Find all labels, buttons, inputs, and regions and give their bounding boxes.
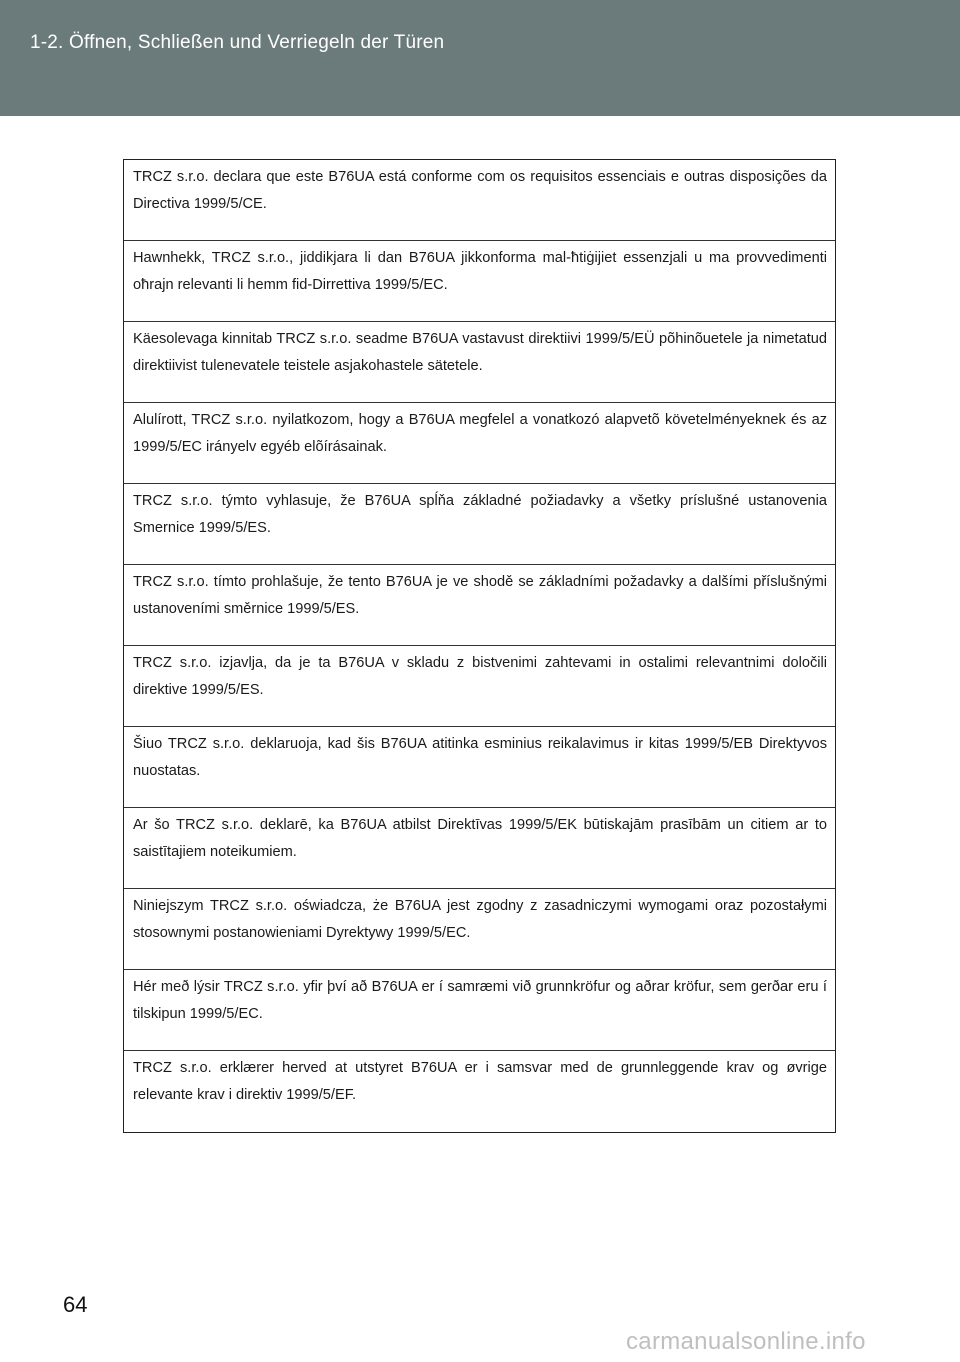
section-title: 1-2. Öffnen, Schließen und Verriegeln der Türen <box>30 32 445 53</box>
page-number: 64 <box>63 1292 88 1317</box>
declaration-czech: TRCZ s.r.o. tímto prohlašuje, že tento B76UA je ve shodě se základními požadavky a dalšími příslušnými ustanoveními směrnice 1999/5/ES. <box>124 565 835 646</box>
declaration-slovak: TRCZ s.r.o. týmto vyhlasuje, že B76UA spĺňa základné požiadavky a všetky príslušné ustanovenia Smernice 1999/5/ES. <box>124 484 835 565</box>
declaration-norwegian: TRCZ s.r.o. erklærer herved at utstyret B76UA er i samsvar med de grunnleggende krav og øvrige relevante krav i direktiv 1999/5/EF. <box>133 1060 827 1103</box>
declaration-polish: Niniejszym TRCZ s.r.o. oświadcza, że B76UA jest zgodny z zasadniczymi wymogami oraz pozostałymi stosownymi postanowieniami Dyrektywy 1999/5/EC. <box>124 889 835 970</box>
header-band <box>0 0 960 116</box>
declaration-lithuanian: Šiuo TRCZ s.r.o. deklaruoja, kad šis B76UA atitinka esminius reikalavimus ir kitas 1999/5/EB Direktyvos nuostatas. <box>124 727 835 808</box>
declaration-icelandic: Hér með lýsir TRCZ s.r.o. yfir því að B76UA er í samræmi við grunnkröfur og aðrar kröfur, sem gerðar eru í tilskipun 1999/5/EC. <box>124 970 835 1051</box>
declaration-hungarian: Alulírott, TRCZ s.r.o. nyilatkozom, hogy a B76UA megfelel a vonatkozó alapvetõ követelményeknek és az 1999/5/EC irányelv egyéb elõírásainak. <box>124 403 835 484</box>
declaration-portuguese: TRCZ s.r.o. declara que este B76UA está conforme com os requisitos essenciais e outras disposições da Directiva 1999/5/CE. <box>124 160 835 241</box>
declarations-table <box>123 159 836 1133</box>
declaration-slovenian: TRCZ s.r.o. izjavlja, da je ta B76UA v skladu z bistvenimi zahtevami in ostalimi relevantnimi določili direktive 1999/5/ES. <box>124 646 835 727</box>
declaration-maltese: Hawnhekk, TRCZ s.r.o., jiddikjara li dan B76UA jikkonforma mal-ħtiġijiet essenzjali u ma provvedimenti oħrajn relevanti li hemm fid-Dirrettiva 1999/5/EC. <box>124 241 835 322</box>
watermark-logo: carmanualsonline.info <box>626 1328 866 1355</box>
declaration-latvian: Ar šo TRCZ s.r.o. deklarē, ka B76UA atbilst Direktīvas 1999/5/EK būtiskajām prasībām un citiem ar to saistītajiem noteikumiem. <box>124 808 835 889</box>
declaration-estonian: Käesolevaga kinnitab TRCZ s.r.o. seadme B76UA vastavust direktiivi 1999/5/EÜ põhinõuetele ja nimetatud direktiivist tulenevatele teistele asjakohastele sätetele. <box>124 322 835 403</box>
